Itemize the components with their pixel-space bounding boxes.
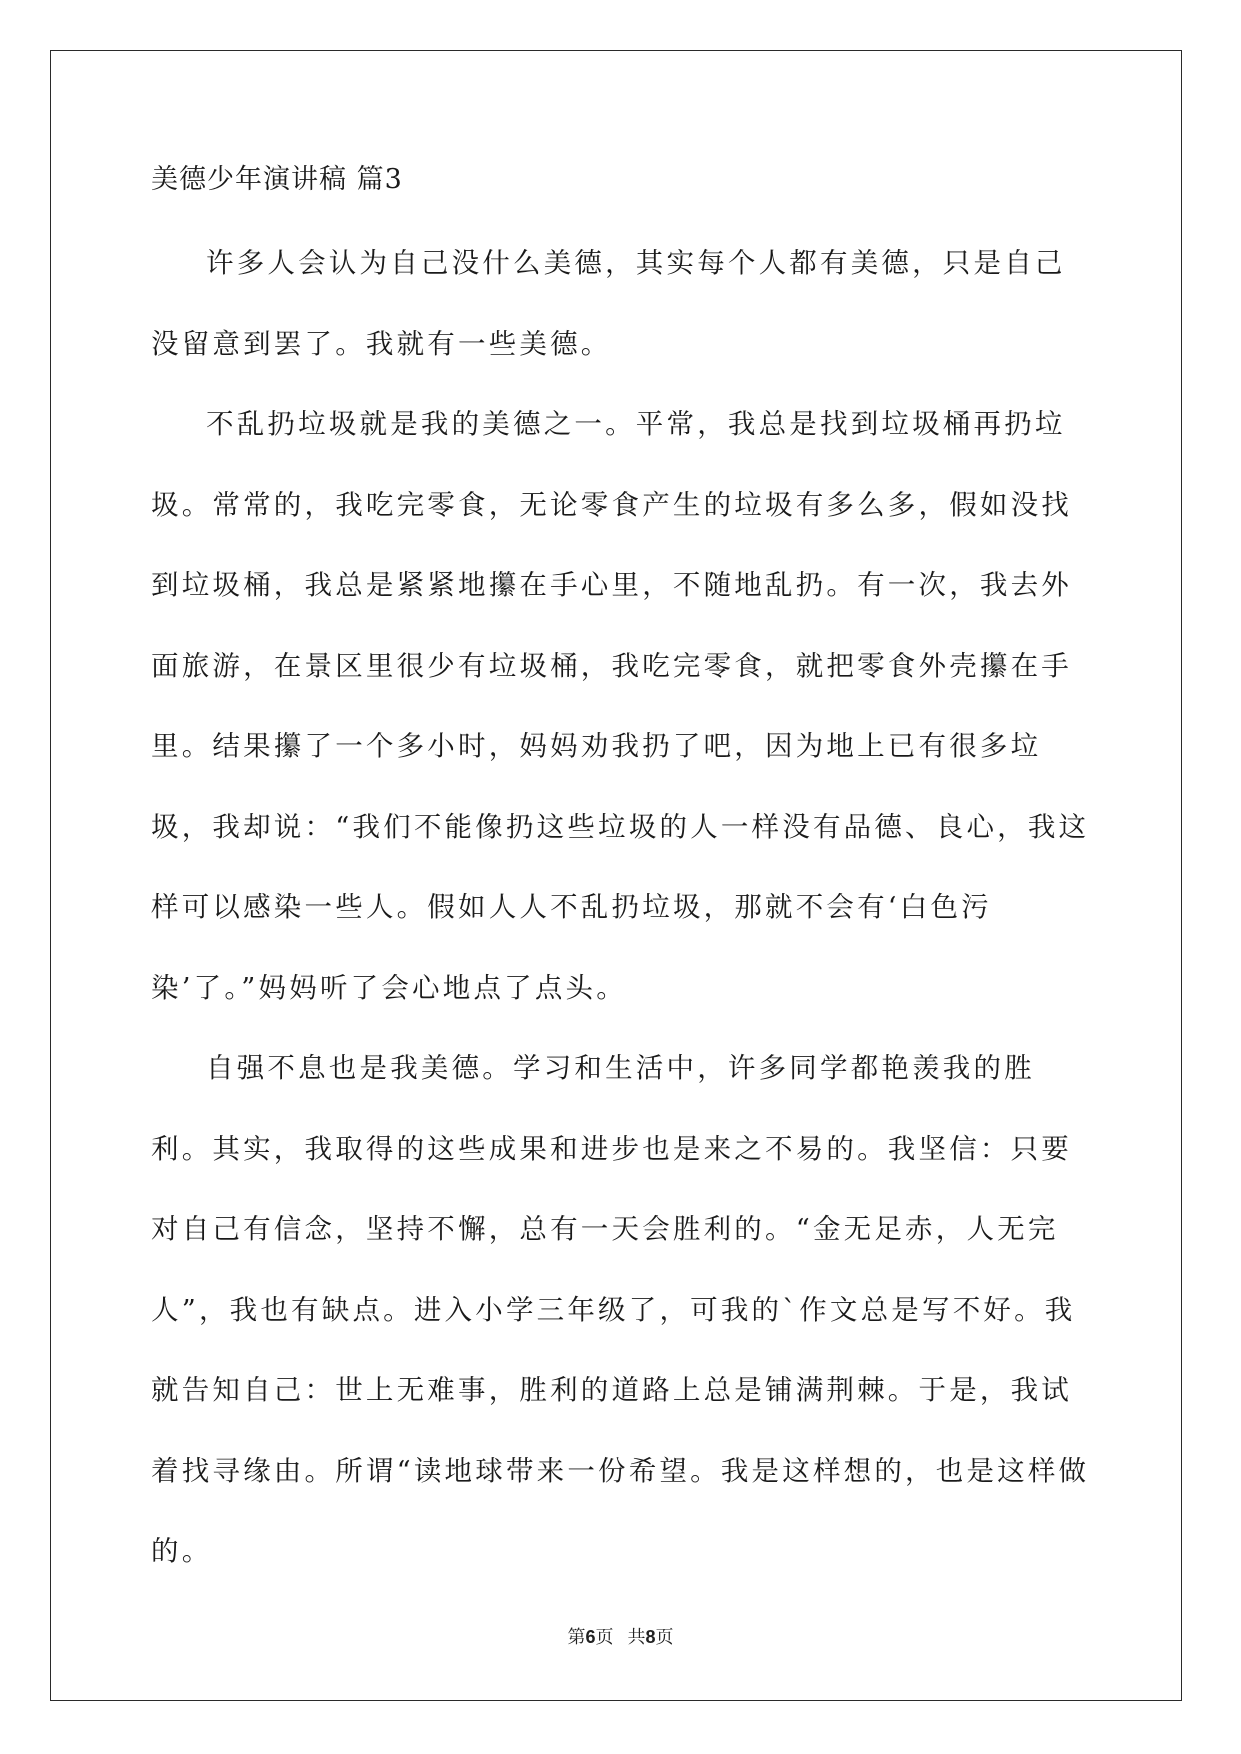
total-prefix: 共 — [627, 1627, 646, 1648]
page-prefix: 第 — [567, 1627, 586, 1648]
page-suffix: 页 — [595, 1627, 614, 1648]
total-suffix: 页 — [655, 1627, 674, 1648]
paragraph: 不乱扔垃圾就是我的美德之一。平常，我总是找到垃圾桶再扔垃圾。常常的，我吃完零食，无论零食产生的垃圾有多么多，假如没找到垃圾桶，我总是紧紧地攥在手心里，不随地乱扔。有一次，我去外面旅游，在景区里很少有垃圾桶，我吃完零食，就把零食外壳攥在手里。结果攥了一个多小时，妈妈劝我扔了吧，因为地上已有很多垃圾，我却说：“我们不能像扔这些垃圾的人一样没有品德、良心，我这样可以感染一些人。假如人人不乱扔垃圾，那就不会有‘白色污染’了。”妈妈听了会心地点了点头。 — [151, 408, 1090, 1004]
paragraph: 许多人会认为自己没什么美德，其实每个人都有美德，只是自己没留意到罢了。我就有一些美德。 — [151, 247, 1066, 360]
current-page-number: 6 — [585, 1627, 596, 1647]
page-footer — [0, 1625, 1241, 1650]
document-title: 美德少年演讲稿 篇3 — [151, 164, 403, 195]
paragraph: 自强不息也是我美德。学习和生活中，许多同学都艳羡我的胜利。其实，我取得的这些成果和进步也是来之不易的。我坚信：只要对自己有信念，坚持不懈，总有一天会胜利的。“金无足赤，人无完人”，我也有缺点。进入小学三年级了，可我的`作文总是写不好。我就告知自己：世上无难事，胜利的道路上总是铺满荆棘。于是，我试着找寻缘由。所谓“读地球带来一份希望。我是这样想的，也是这样做的。 — [151, 1052, 1090, 1567]
total-pages-number: 8 — [645, 1627, 656, 1647]
document-body — [151, 160, 1093, 1592]
